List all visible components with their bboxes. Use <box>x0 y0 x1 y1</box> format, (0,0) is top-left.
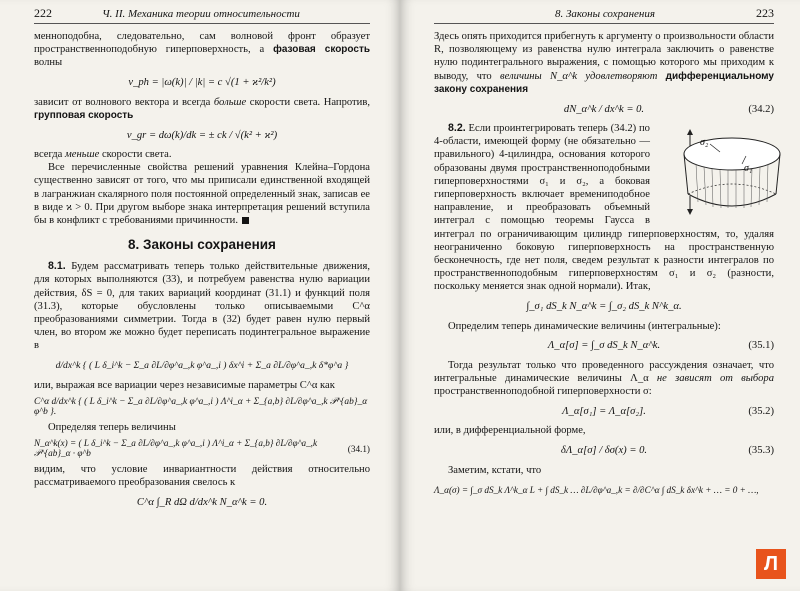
bottom-hypersurface-front <box>688 194 776 206</box>
phase-velocity-term: фазовая скорость <box>273 44 370 56</box>
paragraph-8-2 <box>434 122 774 294</box>
equation-35-2 <box>434 402 774 420</box>
arrowhead-down-icon <box>687 209 693 215</box>
figure-label-sigma2: σ₂ <box>700 137 709 149</box>
group-velocity-term: групповая скорость <box>34 109 134 121</box>
paragraph-wavefront <box>34 30 370 70</box>
paragraph-arbitrary-region <box>434 30 774 96</box>
paragraph-always-less <box>34 148 370 161</box>
arbitrary-region-text: Здесь опять приходится прибегнуть к аргументу о произвольности области R, позволяющему из равенства нулю интеграла заключить о равенстве нулю подинтегрального выражения, с помощью которого мы приходим к выводу, что <box>434 31 774 82</box>
define-text: Определяя теперь величины <box>48 421 176 433</box>
depends-text-a: зависит от волнового вектора и всегда <box>34 96 211 108</box>
paragraph-depends <box>34 96 370 122</box>
equation-34-2-text: dN_α^k / dx^k = 0. <box>563 103 645 115</box>
equation-34-1-text: N_α^k(x) = ( L δ_i^k − Σ_a ∂L/∂φ^a_,k φ^a_,i ) Λ^i_α + Σ_{a,b} ∂L/∂φ^a_,k 𝒫^{ab}_α · φ^b <box>34 438 318 459</box>
paragraph-through-params <box>34 379 370 392</box>
cylinder-figure <box>656 126 774 218</box>
note-text: Заметим, кстати, что <box>448 464 542 476</box>
arrowhead-up-icon <box>687 129 693 135</box>
equation-number-35-2: (35.2) <box>748 405 774 417</box>
equation-35-1 <box>434 337 774 355</box>
always-italic: меньше <box>65 149 100 161</box>
equation-sigma-equality <box>434 298 774 316</box>
differential-law-term: дифференциальному закону сохранения <box>434 70 774 95</box>
equation-sigma-text: ∫_σ₁ dS_k N_α^k = ∫_σ₂ dS_k N^k_α. <box>526 301 682 313</box>
running-head-right <box>434 6 774 24</box>
equation-final-left <box>34 493 370 511</box>
paragraph-8-2-text: Если проинтегрировать теперь (34.2) по 4-области, имеющей форму (не обязательно — правильного) 4-цилиндра, основания которого образованы двумя пространственноподобными гиперповерхностями σ₁ и σ₂, а боковая гиперповерхность включает времениподобное направление, и преобразовать объемный интеграл с помощью теоремы Гаусса в интеграл по ограничивающим цилиндр гиперповерхностям, то, удаляя неограниченно боковую гиперповерхность на пространственную бесконечность, где нет поля, сведем результат к разности интегралов по пространственноподобным гиперповерхностям σ₁ и σ₂ (разности, поскольку меняется знак одной нормали). Итак, <box>434 123 774 293</box>
result-text-b: пространственноподобной гиперповерхности σ: <box>434 386 652 398</box>
equation-number-34-1: (34.1) <box>347 443 370 454</box>
equation-variation-1-text: d/dx^k { ( L δ_i^k − Σ_a ∂L/∂φ^a_,k φ^a_,i ) δx^i + Σ_a ∂L/∂φ^a_,k δ*φ^a } <box>55 360 349 372</box>
paragraph-invariance <box>34 463 370 489</box>
klein-gordon-text: Все перечисленные свойства решений уравнения Клейна–Гордона существенно зависят от того, что мы приписали единственной входящей в лагранжиан скалярного поля постоянной определенный знак, записав ее в виде ϰ > 0. При другом выборе знака интерпретация решений вступила бы в конфликт с требованиями причинности. <box>34 162 370 227</box>
equation-35-1-text: Λ_α[σ] = ∫_σ dS_k N_α^k. <box>547 340 661 352</box>
page-number-left: 222 <box>34 6 52 20</box>
end-of-proof-icon <box>242 217 249 224</box>
result-text-a: Тогда результат только что проведенного рассуждения означает, что интегральные динамические величины Λ_α <box>434 359 774 385</box>
paragraph-8-1-text: Будем рассматривать теперь только действительные движения, для которых выполняются (33), и потребуем равенства нулю вариации действия, δS = 0, для таких вариаций координат (31.1) и функций поля (31.3), которые обусловлены только описываемыми C^α преобразованиями симметрии. Тогда в (32) будет равен нулю первый член, во втором же можно будет переписать подинтегральное выражение в <box>34 261 370 352</box>
wavefront-text: менноподобна, следовательно, сам волновой фронт образует пространственноподобную гиперповерхность, а <box>34 31 370 56</box>
figure-label-sigma1: σ₁ <box>744 163 753 175</box>
equation-number-35-3: (35.3) <box>748 445 774 457</box>
equation-group-text: v_gr = dω(k)/dk = ± ck / √(k² + ϰ²) <box>126 129 278 141</box>
paragraph-note <box>434 464 774 477</box>
equation-variation-1 <box>34 357 370 375</box>
paragraph-klein-gordon <box>34 161 370 227</box>
bottom-hypersurface-back <box>688 184 776 194</box>
running-head-title-right: 8. Законы сохранения <box>554 8 655 20</box>
paragraph-dynamic <box>434 320 774 333</box>
page-number-right: 223 <box>755 6 774 20</box>
differential-text: или, в дифференциальной форме, <box>434 425 586 437</box>
paragraph-differential <box>434 424 774 437</box>
equation-35-3-text: δΛ_α[σ] / δσ(x) = 0. <box>560 445 648 457</box>
wavefront-text-end: волны <box>34 57 63 69</box>
arbitrary-region-italic: величины N_α^k удовлетворяют <box>500 70 658 82</box>
equation-last-right <box>434 481 774 499</box>
always-text-a: всегда <box>34 149 63 161</box>
through-params-text: или, выражая все вариации через независимые параметры C^α как <box>34 379 335 391</box>
equation-final-left-text: C^α ∫_R dΩ d/dx^k N_α^k = 0. <box>136 496 268 508</box>
running-head-left <box>34 6 370 24</box>
right-page <box>400 0 800 591</box>
section-title: 8. Законы сохранения <box>128 237 276 253</box>
paragraph-number-8-2: 8.2. <box>448 122 466 135</box>
depends-italic: больше <box>213 96 247 108</box>
paragraph-8-1 <box>34 260 370 352</box>
equation-34-1 <box>34 438 370 459</box>
equation-variation-2 <box>34 396 370 417</box>
running-head-title-left: Ч. II. Механика теории относительности <box>102 8 300 20</box>
paragraph-define <box>34 421 370 434</box>
publisher-logo: Л <box>756 549 786 579</box>
equation-34-2 <box>434 100 774 118</box>
paragraph-result <box>434 359 774 399</box>
equation-35-2-text: Λ_α[σ₁] = Λ_α[σ₂]. <box>562 405 646 417</box>
depends-text-b: скорости света. Напротив, <box>249 96 370 108</box>
result-italic: не зависят от выбора <box>656 373 775 385</box>
dynamic-text: Определим теперь динамические величины (интегральные): <box>448 320 721 332</box>
equation-number-35-1: (35.1) <box>748 340 774 352</box>
equation-variation-2-text: C^α d/dx^k { ( L δ_i^k − Σ_a ∂L/∂φ^a_,k φ^a_,i ) Λ^i_α + Σ_{a,b} ∂L/∂φ^a_,k 𝒫^{ab}_α φ^b }. <box>34 396 368 417</box>
equation-last-right-text: Λ_α(σ) = ∫_σ dS_k Λ^k_α L + ∫ dS_k … ∂L/∂φ^a_,k = ∂/∂C^α ∫ dS_k δx^k + … = 0 + …, <box>434 484 759 495</box>
equation-group-velocity <box>34 126 370 144</box>
paragraph-number-8-1: 8.1. <box>48 260 66 273</box>
equation-phase-velocity <box>34 74 370 92</box>
equation-number-34-2: (34.2) <box>748 103 774 115</box>
equation-phase-text: v_ph = |ω(k)| / |k| = c √(1 + ϰ²/k²) <box>128 77 276 89</box>
equation-35-3 <box>434 442 774 460</box>
always-text-b: скорости света. <box>101 149 172 161</box>
invariance-text: видим, что условие инвариантности действия относительно рассматриваемого преобразования свелось к <box>34 464 370 489</box>
